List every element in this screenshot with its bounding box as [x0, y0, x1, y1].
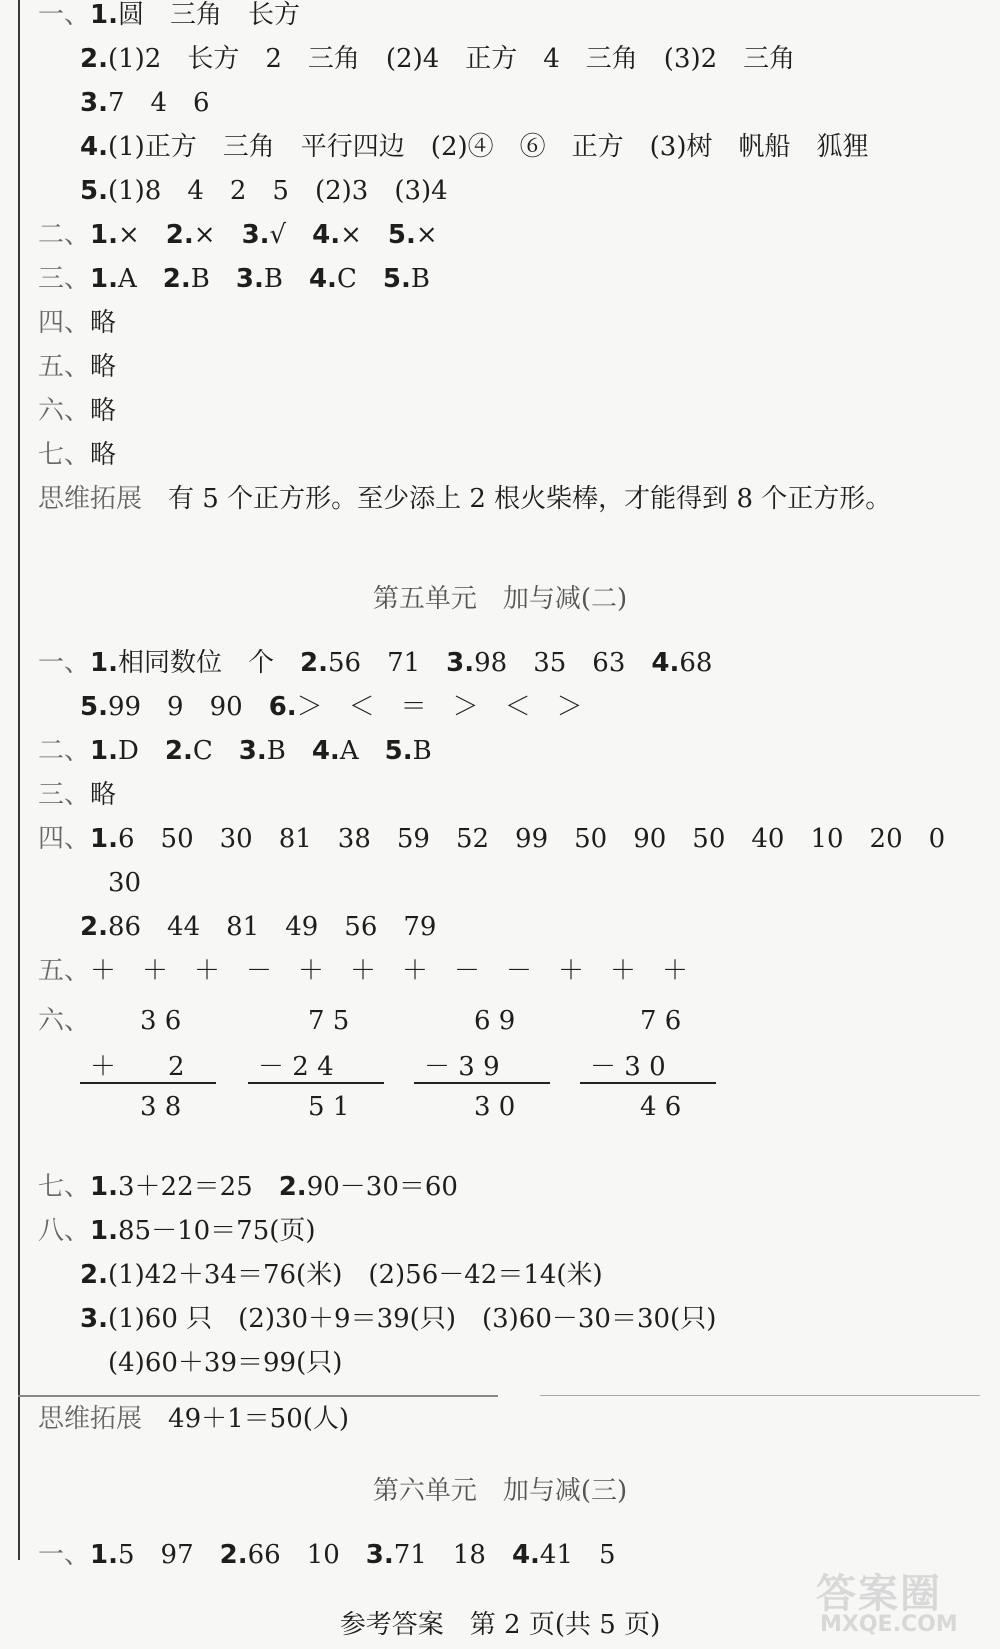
answer-text: ×	[415, 220, 438, 250]
answer-text: A	[117, 264, 137, 294]
answer-text: 略	[90, 396, 117, 426]
answer-text: B	[263, 264, 283, 294]
section-label: 一、	[38, 1540, 91, 1570]
answer-text: 99 9 90	[107, 692, 243, 722]
u4-line-5	[80, 174, 448, 208]
answer-text: 6 50 30 81 38 59 52 99 50 90 50 40 10 20 0	[117, 824, 946, 854]
section-label: 五、	[38, 352, 91, 382]
answer-text: B	[190, 264, 210, 294]
calc-top: 7 6	[640, 1006, 682, 1036]
answer-text: ×	[340, 220, 362, 250]
answer-text: 略	[90, 352, 117, 382]
item-number: 1.	[90, 1172, 118, 1202]
answer-text: (1)2 长方 2 三角 (2)4 正方 4 三角 (3)2 三角	[107, 44, 796, 74]
calc-mid: ＋ 2	[90, 1052, 185, 1082]
answer-text: ×	[193, 220, 216, 250]
u5-thinking	[38, 1402, 349, 1436]
section-label: 三、	[38, 264, 91, 294]
calc-bar	[414, 1082, 550, 1084]
u5-line-2	[80, 690, 583, 724]
answer-text: A	[339, 736, 359, 766]
u4-line-9	[38, 350, 116, 384]
item-number: 1.	[90, 824, 118, 854]
answer-text: (4)60＋39＝99(只)	[108, 1348, 343, 1378]
calc-bar	[248, 1082, 384, 1084]
u4-line-4	[80, 130, 868, 164]
item-number: 2.	[219, 1540, 248, 1570]
u4-line-7	[38, 262, 430, 296]
separator-line-faint	[540, 1395, 980, 1396]
u4-line-1	[38, 0, 300, 32]
answer-text: (1)60 只 (2)30＋9＝39(只) (3)60－30＝30(只)	[107, 1304, 717, 1334]
item-number: 6.	[268, 692, 297, 722]
item-number: 5.	[384, 736, 413, 766]
u5-line-7	[38, 954, 688, 988]
section-label: 四、	[38, 824, 91, 854]
item-number: 3.	[446, 648, 475, 678]
calc-top: 3 6	[140, 1006, 182, 1036]
answer-text: B	[410, 264, 430, 294]
u5-line-11	[80, 1258, 603, 1292]
unit5-title: 第五单元 加与减(二)	[372, 584, 628, 614]
calc-result: 4 6	[640, 1092, 682, 1122]
item-number: 2.	[162, 264, 191, 294]
calc-result: 5 1	[308, 1092, 350, 1122]
answer-text: 有 5 个正方形。至少添上 2 根火柴棒，才能得到 8 个正方形。	[168, 484, 892, 514]
calc-mid: － 2 4	[258, 1052, 334, 1082]
item-number: 4.	[651, 648, 680, 678]
answer-text: √	[269, 220, 287, 250]
item-number: 1.	[90, 0, 118, 30]
section-label: 八、	[38, 1216, 91, 1246]
answer-text: C	[192, 736, 213, 766]
answer-text: (1)42＋34＝76(米) (2)56－42＝14(米)	[107, 1260, 603, 1290]
unit6-title: 第六单元 加与减(三)	[372, 1476, 628, 1506]
watermark-url: MXQE.COM	[820, 1612, 958, 1637]
item-number: 1.	[90, 736, 118, 766]
margin-line	[18, 0, 20, 1560]
answer-text: B	[266, 736, 286, 766]
answer-text: 98 35 63	[474, 648, 626, 678]
section-label: 一、	[38, 648, 91, 678]
u5-line-5	[38, 822, 945, 856]
answer-text: 3＋22＝25	[117, 1172, 253, 1202]
answer-text: (1)正方 三角 平行四边 (2)④ ⑥ 正方 (3)树 帆船 狐狸	[107, 132, 869, 162]
u5-line-10	[38, 1214, 316, 1248]
item-number: 2.	[300, 648, 328, 678]
answer-text: 略	[90, 780, 117, 810]
u5-line-9	[38, 1170, 458, 1204]
calc-top: 7 5	[308, 1006, 350, 1036]
item-number: 5.	[80, 176, 108, 206]
item-number: 2.	[278, 1172, 307, 1202]
u4-thinking	[38, 482, 891, 516]
answer-text: 略	[90, 440, 117, 470]
item-number: 3.	[241, 220, 270, 250]
answer-text: 66 10	[247, 1540, 340, 1570]
answer-text: 略	[90, 308, 117, 338]
answer-text: 相同数位 个	[117, 648, 274, 678]
item-number: 1.	[90, 1216, 118, 1246]
answer-text: 56 71	[327, 648, 421, 678]
u6-line-1	[38, 1538, 616, 1572]
u5-line-5b	[108, 866, 141, 900]
thinking-label: 思维拓展	[38, 484, 143, 514]
item-number: 2.	[80, 912, 108, 942]
item-number: 4.	[312, 220, 341, 250]
item-number: 2.	[164, 736, 193, 766]
separator-line	[18, 1395, 498, 1397]
answer-text: 30	[108, 868, 142, 898]
answer-text: D	[117, 736, 139, 766]
u5-line-12	[80, 1302, 716, 1336]
item-number: 3.	[365, 1540, 394, 1570]
answer-text: 68	[679, 648, 713, 678]
calc-result: 3 8	[140, 1092, 182, 1122]
section-label: 七、	[38, 1172, 91, 1202]
item-number: 3.	[235, 264, 264, 294]
answer-text: 圆 三角 长方	[117, 0, 300, 30]
item-number: 2.	[80, 44, 108, 74]
u4-line-11	[38, 438, 116, 472]
item-number: 4.	[311, 736, 340, 766]
answer-text: ＋ ＋ ＋ － ＋ ＋ ＋ － － ＋ ＋ ＋	[90, 956, 689, 986]
item-number: 5.	[387, 220, 416, 250]
section-label: 五、	[38, 956, 91, 986]
answer-text: 5 97	[117, 1540, 194, 1570]
item-number: 2.	[165, 220, 194, 250]
item-number: 5.	[382, 264, 411, 294]
u5-line-1	[38, 646, 712, 680]
calc-top: 6 9	[474, 1006, 516, 1036]
item-number: 2.	[80, 1260, 108, 1290]
item-number: 4.	[308, 264, 337, 294]
u5-line-13	[108, 1346, 342, 1380]
answer-text: 90－30＝60	[306, 1172, 458, 1202]
answer-text: (1)8 4 2 5 (2)3 (3)4	[107, 176, 448, 206]
item-number: 3.	[238, 736, 267, 766]
item-number: 1.	[90, 648, 118, 678]
item-number: 4.	[80, 132, 108, 162]
u4-line-2	[80, 42, 795, 76]
section-label: 二、	[38, 736, 91, 766]
answer-text: B	[412, 736, 432, 766]
calc-mid: － 3 0	[590, 1052, 666, 1082]
answer-text: 49＋1＝50(人)	[168, 1404, 350, 1434]
section-label: 三、	[38, 780, 91, 810]
calc-result: 3 0	[474, 1092, 516, 1122]
answer-text: ×	[117, 220, 140, 250]
u5-line-4	[38, 778, 116, 812]
section-label: 二、	[38, 220, 91, 250]
thinking-label: 思维拓展	[38, 1404, 143, 1434]
calc-bar	[580, 1082, 716, 1084]
answer-text: C	[336, 264, 357, 294]
u4-line-3	[80, 86, 210, 120]
section-label: 六、	[38, 396, 91, 426]
u5-line-8	[38, 1004, 90, 1038]
u5-line-6	[80, 910, 436, 944]
section-label: 一、	[38, 0, 91, 30]
answer-text: 71 18	[393, 1540, 486, 1570]
answer-text: 85－10＝75(页)	[117, 1216, 316, 1246]
answer-text: 86 44 81 49 56 79	[107, 912, 437, 942]
item-number: 1.	[90, 264, 118, 294]
u5-line-3	[38, 734, 432, 768]
calc-bar	[80, 1082, 216, 1084]
answer-text: 7 4 6	[107, 88, 210, 118]
u4-line-10	[38, 394, 116, 428]
section-label: 六、	[38, 1006, 91, 1036]
item-number: 1.	[90, 220, 118, 250]
answer-text: ＞ ＜ ＝ ＞ ＜ ＞	[296, 692, 583, 722]
section-label: 七、	[38, 440, 91, 470]
item-number: 3.	[80, 1304, 108, 1334]
calc-mid: － 3 9	[424, 1052, 500, 1082]
item-number: 3.	[80, 88, 108, 118]
answer-text: 41 5	[539, 1540, 616, 1570]
item-number: 1.	[90, 1540, 118, 1570]
u4-line-8	[38, 306, 116, 340]
page-footer: 参考答案 第 2 页(共 5 页)	[339, 1610, 661, 1640]
item-number: 4.	[511, 1540, 540, 1570]
section-label: 四、	[38, 308, 91, 338]
item-number: 5.	[80, 692, 108, 722]
u4-line-6	[38, 218, 438, 252]
watermark-logo	[806, 1562, 986, 1642]
watermark-text: 答案圈	[816, 1571, 942, 1617]
